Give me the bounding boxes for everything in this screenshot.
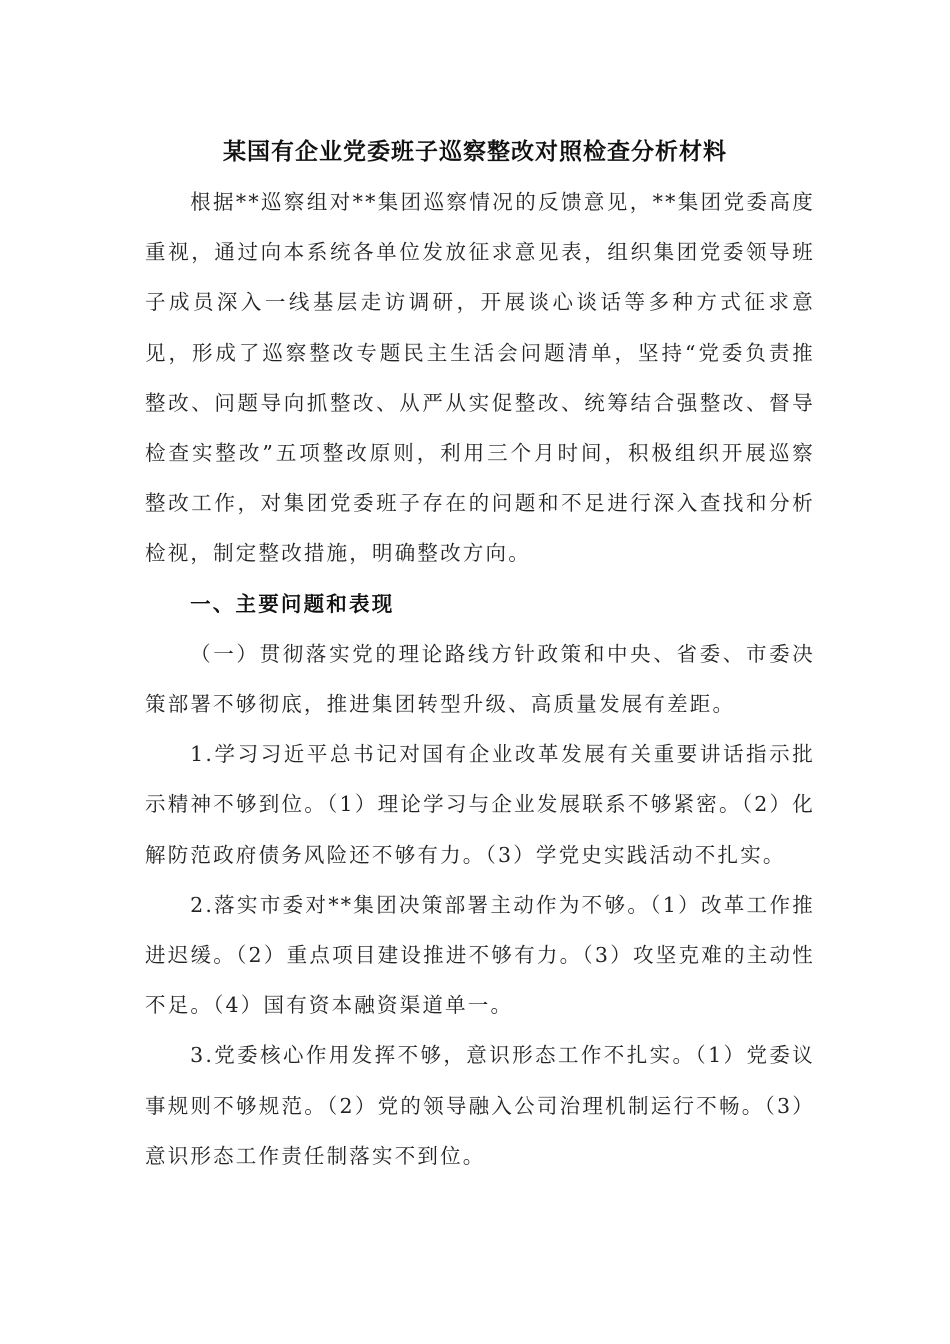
- item-paragraph-2: 2.落实市委对**集团决策部署主动作为不够。（1）改革工作推进迟缓。（2）重点项目建设推进不够有力。（3）攻坚克难的主动性不足。（4）国有资本融资渠道单一。: [145, 892, 815, 1018]
- subsection-paragraph: （一）贯彻落实党的理论路线方针政策和中央、省委、市委决策部署不够彻底，推进集团转型升级、高质量发展有差距。: [145, 641, 815, 717]
- section-heading: 一、主要问题和表现: [190, 591, 395, 616]
- document-title: 某国有企业党委班子巡察整改对照检查分析材料: [223, 138, 727, 165]
- item-paragraph-3: 3.党委核心作用发挥不够，意识形态工作不扎实。（1）党委议事规则不够规范。（2）党的领导融入公司治理机制运行不畅。（3）意识形态工作责任制落实不到位。: [145, 1043, 815, 1168]
- intro-paragraph: 根据**巡察组对**集团巡察情况的反馈意见，**集团党委高度重视，通过向本系统各单位发放征求意见表，组织集团党委领导班子成员深入一线基层走访调研，开展谈心谈话等多种方式征求意见，形成了巡察整改专题民主生活会问题清单，坚持“党委负责推整改、问题导向抓整改、从严从实促整改、统筹结合强整改、督导检查实整改”五项整改原则，利用三个月时间，积极组织开展巡察整改工作，对集团党委班子存在的问题和不足进行深入查找和分析检视，制定整改措施，明确整改方向。: [145, 190, 815, 566]
- item-paragraph-1: 1.学习习近平总书记对国有企业改革发展有关重要讲话指示批示精神不够到位。（1）理论学习与企业发展联系不够紧密。（2）化解防范政府债务风险还不够有力。（3）学党史实践活动不扎实。: [145, 742, 815, 867]
- document-body: [145, 177, 815, 1181]
